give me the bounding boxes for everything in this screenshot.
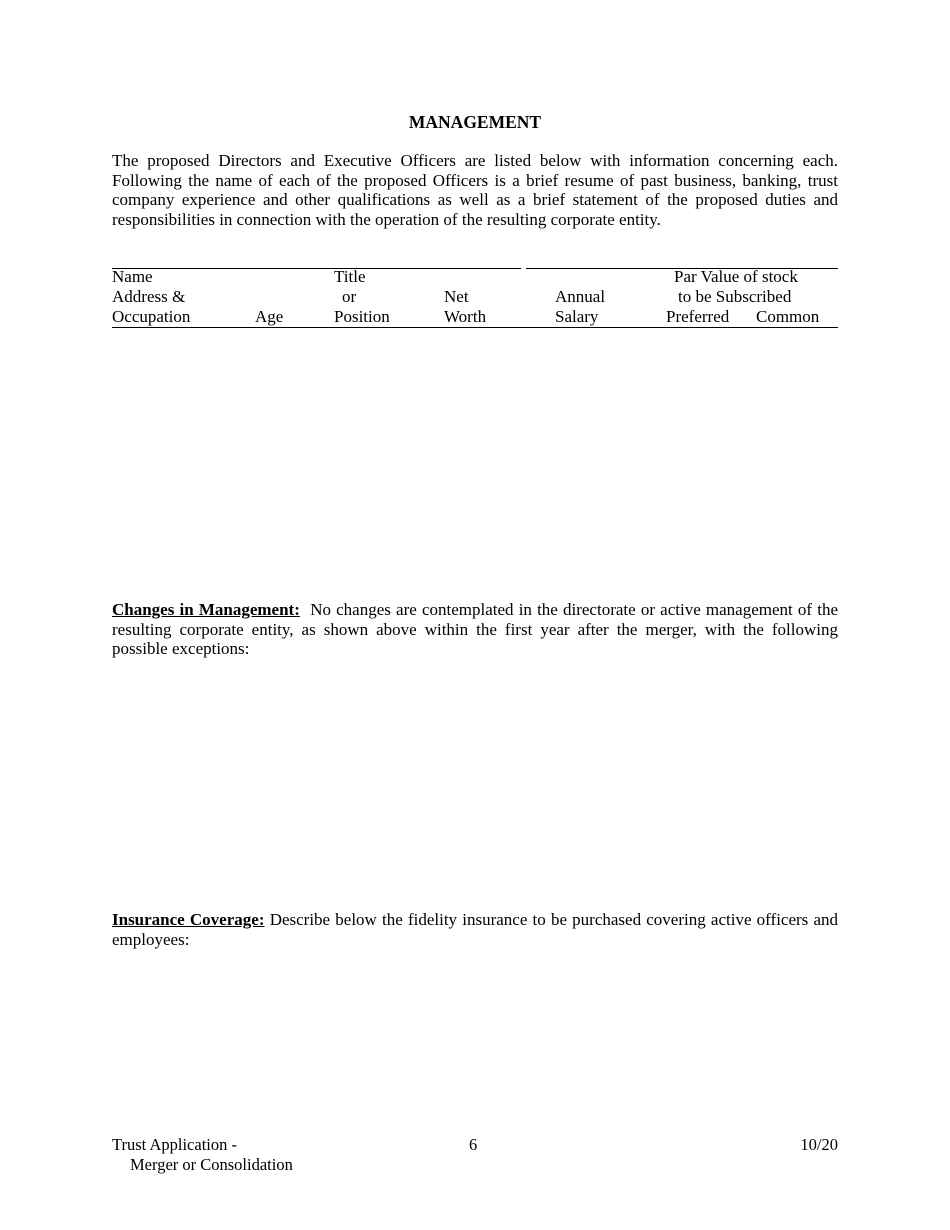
footer-doc-title: Trust Application - <box>112 1135 237 1154</box>
col-header-title-or: or <box>342 287 357 306</box>
intro-paragraph: The proposed Directors and Executive Officers are listed below with information concerning each. Following the name of each of the proposed Officers is a brief resume of past business, banking, trust company experience and other qualifications as well as a brief statement of the proposed duties and responsibilities in connection with the operation of the resulting corporate entity. <box>112 151 838 229</box>
footer-page-number: 6 <box>469 1135 478 1154</box>
col-header-occupation: Occupation <box>112 307 191 326</box>
insurance-text: Describe below the fidelity insurance to be purchased covering active officers and employees: <box>112 910 839 949</box>
page-title: MANAGEMENT <box>408 112 542 132</box>
changes-label: Changes in Management: <box>112 600 300 619</box>
management-table-header <box>0 0 950 340</box>
footer-doc-subtitle: Merger or Consolidation <box>130 1155 293 1174</box>
col-header-position: Position <box>334 307 390 326</box>
col-header-title: Title <box>334 267 366 286</box>
table-rule-break <box>521 266 526 270</box>
table-bottom-rule <box>112 327 838 328</box>
insurance-label: Insurance Coverage: <box>112 910 265 929</box>
col-header-salary: Salary <box>555 307 599 326</box>
col-header-name: Name <box>112 267 153 286</box>
footer-date: 10/20 <box>800 1135 838 1154</box>
changes-text: No changes are contemplated in the directorate or active management of the resulting corporate entity, as shown above within the first year after the merger, with the following possible exceptions: <box>112 600 839 658</box>
col-header-net: Net <box>444 287 469 306</box>
col-header-annual: Annual <box>555 287 606 306</box>
col-header-age: Age <box>255 307 284 326</box>
col-header-preferred: Preferred <box>666 307 730 326</box>
col-header-worth: Worth <box>444 307 487 326</box>
col-header-subscribed: to be Subscribed <box>678 287 792 306</box>
changes-in-management-section <box>112 600 838 659</box>
col-header-par-value: Par Value of stock <box>674 267 798 286</box>
col-header-common: Common <box>756 307 820 326</box>
insurance-coverage-section <box>112 910 838 949</box>
col-header-address: Address & <box>112 287 186 306</box>
